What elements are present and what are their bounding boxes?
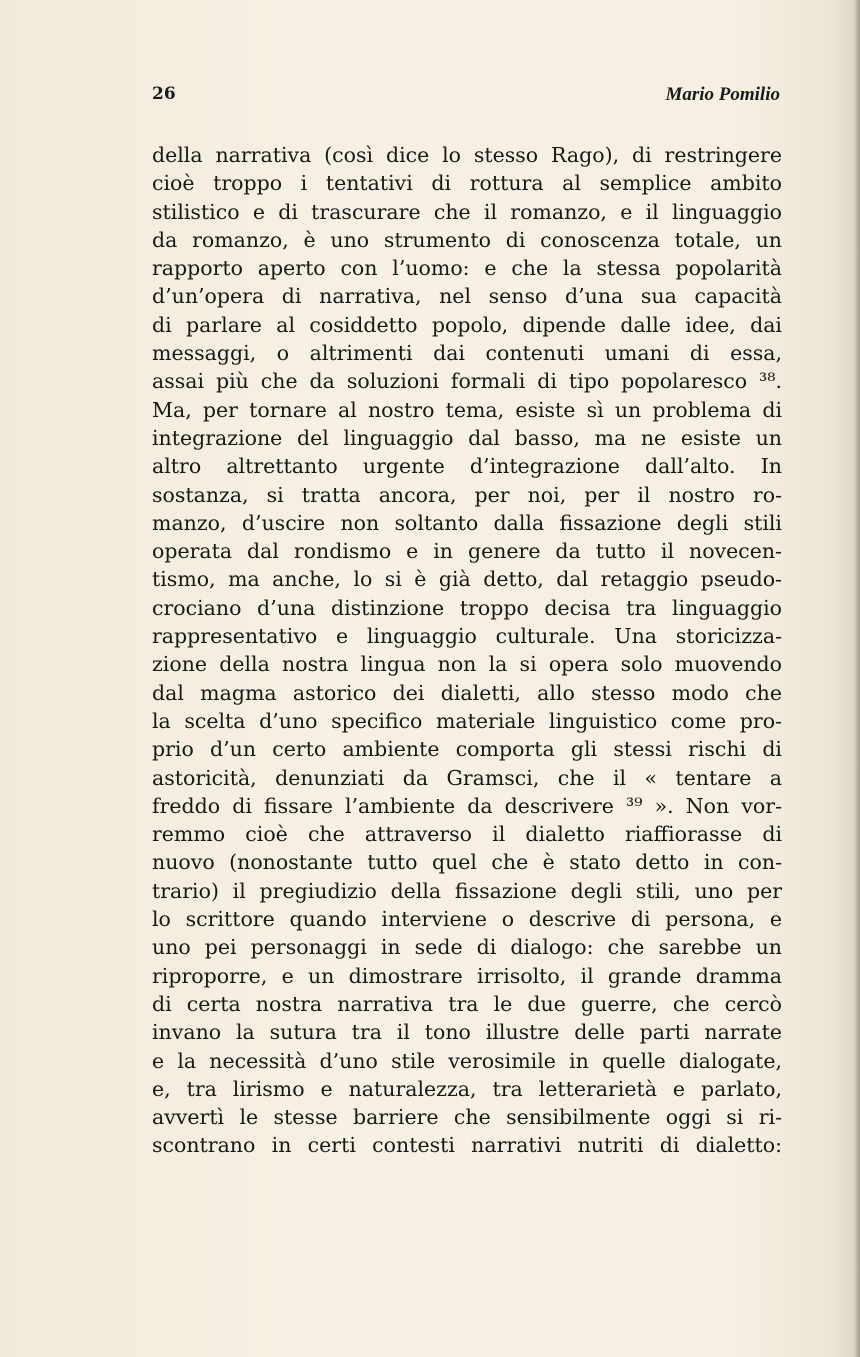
text-line: invano la sutura tra il tono illustre delle parti narrate bbox=[152, 1020, 782, 1045]
text-line: crociano d’una distinzione troppo decisa tra linguaggio bbox=[152, 595, 782, 620]
text-line: d’un’opera di narrativa, nel senso d’una sua capacità bbox=[152, 284, 782, 309]
body-text bbox=[152, 141, 782, 1160]
text-line: di parlare al cosiddetto popolo, dipende dalle idee, dai bbox=[152, 312, 782, 337]
text-line: lo scrittore quando interviene o descrive di persona, e bbox=[152, 907, 782, 932]
text-line: operata dal rondismo e in genere da tutto il novecen- bbox=[152, 539, 782, 564]
text-line: altro altrettanto urgente d’integrazione dall’alto. In bbox=[152, 454, 782, 479]
text-line: scontrano in certi contesti narrativi nutriti di dialetto: bbox=[152, 1133, 782, 1158]
text-line: trario) il pregiudizio della fissazione degli stili, uno per bbox=[152, 878, 782, 903]
text-line: da romanzo, è uno strumento di conoscenza totale, un bbox=[152, 227, 782, 252]
page-number: 26 bbox=[152, 84, 176, 104]
text-line: messaggi, o altrimenti dai contenuti umani di essa, bbox=[152, 341, 782, 366]
text-line: riproporre, e un dimostrare irrisolto, il grande dramma bbox=[152, 963, 782, 988]
text-line: rappresentativo e linguaggio culturale. Una storicizza- bbox=[152, 624, 782, 649]
text-line: avvertì le stesse barriere che sensibilmente oggi si ri- bbox=[152, 1105, 782, 1130]
text-line: Ma, per tornare al nostro tema, esiste sì un problema di bbox=[152, 397, 782, 422]
text-line: prio d’un certo ambiente comporta gli stessi rischi di bbox=[152, 737, 782, 762]
text-line: la scelta d’uno specifico materiale linguistico come pro- bbox=[152, 708, 782, 733]
running-head bbox=[152, 84, 780, 108]
text-line: integrazione del linguaggio dal basso, ma ne esiste un bbox=[152, 425, 782, 450]
text-line: assai più che da soluzioni formali di tipo popolaresco ³⁸. bbox=[152, 369, 782, 394]
text-line: e, tra lirismo e naturalezza, tra letterarietà e parlato, bbox=[152, 1076, 782, 1101]
text-line: remmo cioè che attraverso il dialetto riaffiorasse di bbox=[152, 822, 782, 847]
text-line: sostanza, si tratta ancora, per noi, per il nostro ro- bbox=[152, 482, 782, 507]
text-line: tismo, ma anche, lo si è già detto, dal retaggio pseudo- bbox=[152, 567, 782, 592]
text-line: rapporto aperto con l’uomo: e che la stessa popolarità bbox=[152, 256, 782, 281]
text-line: della narrativa (così dice lo stesso Rago), di restringere bbox=[152, 143, 782, 167]
page-edge-shadow bbox=[854, 0, 860, 1357]
text-line: stilistico e di trascurare che il romanzo, e il linguaggio bbox=[152, 199, 782, 224]
text-line: di certa nostra narrativa tra le due guerre, che cercò bbox=[152, 991, 782, 1016]
text-line: uno pei personaggi in sede di dialogo: che sarebbe un bbox=[152, 935, 782, 960]
text-line: cioè troppo i tentativi di rottura al semplice ambito bbox=[152, 171, 782, 196]
running-title: Mario Pomilio bbox=[665, 84, 780, 105]
text-line: dal magma astorico dei dialetti, allo stesso modo che bbox=[152, 680, 782, 705]
text-line: nuovo (nonostante tutto quel che è stato detto in con- bbox=[152, 850, 782, 875]
text-line: manzo, d’uscire non soltanto dalla fissazione degli stili bbox=[152, 510, 782, 535]
text-line: astoricità, denunziati da Gramsci, che il « tentare a bbox=[152, 765, 782, 790]
text-line: e la necessità d’uno stile verosimile in quelle dialogate, bbox=[152, 1048, 782, 1073]
text-line: zione della nostra lingua non la si opera solo muovendo bbox=[152, 652, 782, 677]
text-line: freddo di fissare l’ambiente da descrivere ³⁹ ». Non vor- bbox=[152, 793, 782, 818]
